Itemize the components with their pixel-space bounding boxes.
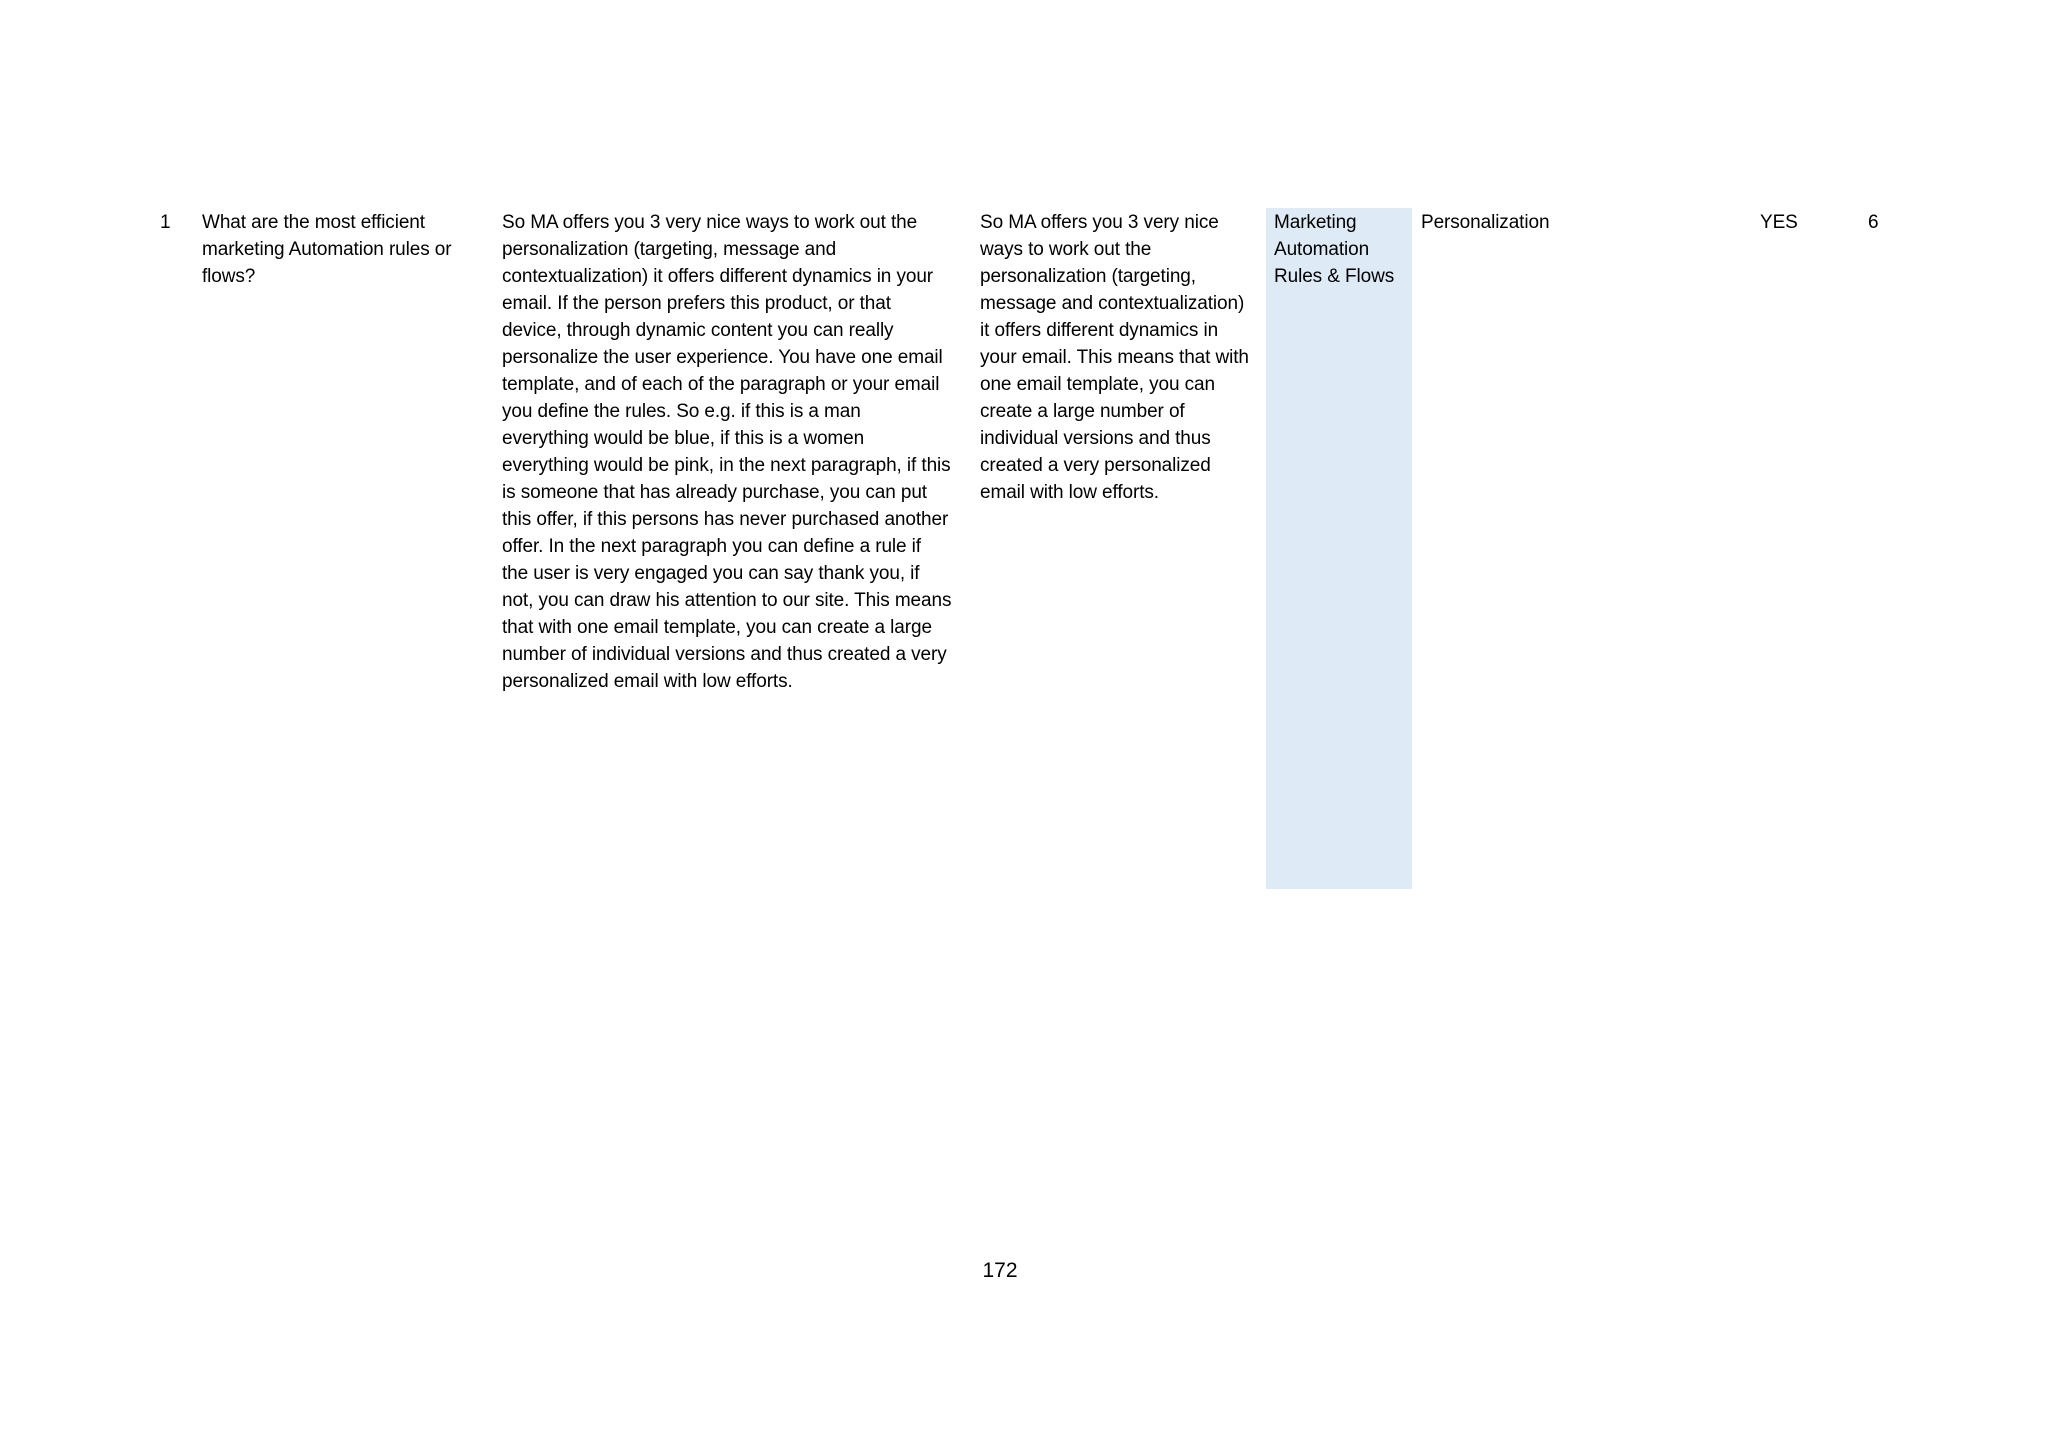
- code-cell: Personalization: [1421, 212, 1550, 233]
- category-cell: Marketing Automation Rules & Flows: [1274, 212, 1395, 287]
- answer-cell: So MA offers you 3 very nice ways to work out the personalization (targeting, message and contextualization) it offers different dynamics in your email. If the person prefers this product, or that device, through dynamic content you can really personalize the user experience. You have one email template, and of each of the paragraph or your email you define the rules. So e.g. if this is a man everything would be blue, if this is a women everything would be pink, in the next paragraph, if this is someone that has already purchase, you can put this offer, if this persons has never purchased another offer. In the next paragraph you can define a rule if the user is very engaged you can say thank you, if not, you can draw his attention to our site. This means that with one email template, you can create a large number of individual versions and thus created a very personalized email with low efforts.: [502, 212, 952, 692]
- question-cell: What are the most efficient marketing Automation rules or flows?: [202, 212, 452, 287]
- row-number: 1: [160, 212, 171, 233]
- category-highlight: [1266, 208, 1412, 889]
- yes-no-cell: YES: [1760, 212, 1798, 233]
- count-cell: 6: [1868, 212, 1879, 233]
- page-number: 172: [982, 1259, 1018, 1282]
- summary-cell: So MA offers you 3 very nice ways to work out the personalization (targeting, message and contextualization) it offers different dynamics in your email. This means that with one email template, you can create a large number of individual versions and thus created a very personalized email with low efforts.: [980, 212, 1249, 503]
